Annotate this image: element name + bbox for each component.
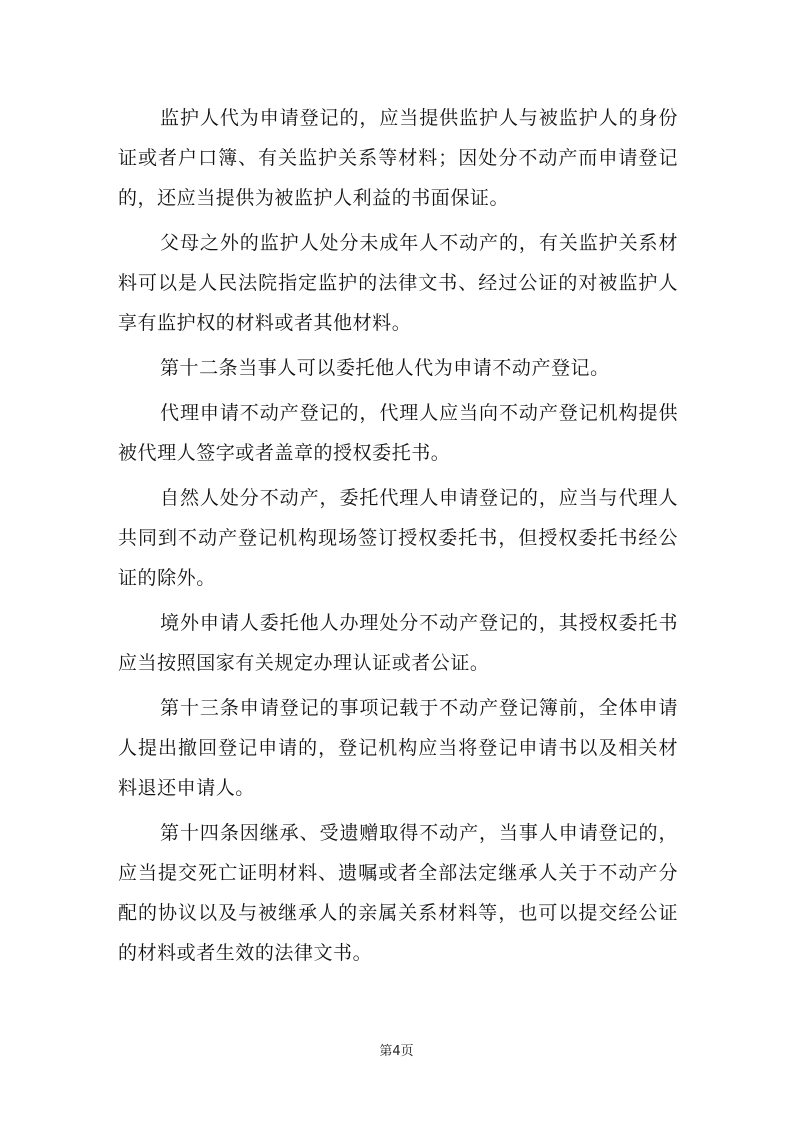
page-number: 第4页 [379,1044,414,1059]
document-body [118,98,678,978]
paragraph-article-13: 第十三条申请登记的事项记载于不动产登记簿前，全体申请人提出撤回登记申请的，登记机构应当将登记申请书以及相关材料退还申请人。 [118,697,678,799]
paragraph-article-14: 第十四条因继承、受遗赠取得不动产，当事人申请登记的，应当提交死亡证明材料、遗嘱或者全部法定继承人关于不动产分配的协议以及与被继承人的亲属关系材料等，也可以提交经公证的材料或者生效的法律文书。 [118,822,678,964]
paragraph-guardian-materials: 父母之外的监护人处分未成年人不动产的，有关监护关系材料可以是人民法院指定监护的法律文书、经过公证的对被监护人享有监护权的材料或者其他材料。 [118,232,678,334]
paragraph-agent-authorization: 代理申请不动产登记的，代理人应当向不动产登记机构提供被代理人签字或者盖章的授权委托书。 [118,402,678,464]
paragraph-guardian-application: 监护人代为申请登记的，应当提供监护人与被监护人的身份证或者户口簿、有关监护关系等材料；因处分不动产而申请登记的，还应当提供为被监护人利益的书面保证。 [118,107,678,209]
paragraph-overseas-applicant: 境外申请人委托他人办理处分不动产登记的，其授权委托书应当按照国家有关规定办理认证或者公证。 [118,612,678,674]
paragraph-article-12: 第十二条当事人可以委托他人代为申请不动产登记。 [160,357,610,379]
paragraph-natural-person-agent: 自然人处分不动产，委托代理人申请登记的，应当与代理人共同到不动产登记机构现场签订授权委托书，但授权委托书经公证的除外。 [118,487,678,589]
